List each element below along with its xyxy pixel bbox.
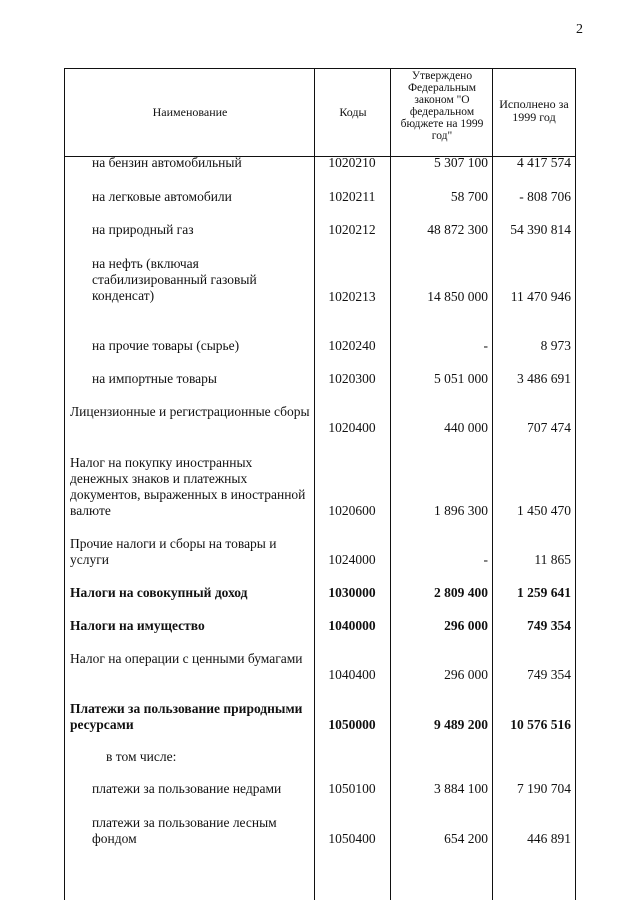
row-code: 1020240 <box>328 338 376 353</box>
row-approved: 5 307 100 <box>434 155 488 170</box>
row-code: 1040000 <box>328 618 376 633</box>
row-name: Налог на операции с ценными бумагами <box>70 651 303 666</box>
row-executed: 1 259 641 <box>517 585 571 600</box>
row-approved: 2 809 400 <box>434 585 488 600</box>
row-approved: 9 489 200 <box>434 717 488 732</box>
row-code: 1020210 <box>328 155 376 170</box>
row-approved: 48 872 300 <box>427 222 488 237</box>
row-code: 1030000 <box>328 585 376 600</box>
row-name: на легковые автомобили <box>92 189 232 204</box>
row-name: на импортные товары <box>92 371 217 386</box>
row-executed: 1 450 470 <box>517 503 571 518</box>
row-code: 1024000 <box>328 552 376 567</box>
row-name: на природный газ <box>92 222 194 237</box>
header-approved: Утверждено Федеральным законом "О федеральном бюджете на 1999 год" <box>400 70 484 142</box>
row-executed: 11 470 946 <box>510 289 571 304</box>
row-code: 1050100 <box>328 781 376 796</box>
row-executed: 446 891 <box>527 831 571 846</box>
row-code: 1020213 <box>328 289 376 304</box>
row-code: 1050400 <box>328 831 376 846</box>
row-name: на бензин автомобильный <box>92 155 242 170</box>
row-approved: 654 200 <box>444 831 488 846</box>
row-name: Лицензионные и регистрационные сборы <box>70 404 310 419</box>
row-approved: 296 000 <box>444 618 488 633</box>
row-code: 1020212 <box>328 222 376 237</box>
row-approved: - <box>483 552 488 567</box>
row-executed: 749 354 <box>527 667 571 682</box>
row-approved: - <box>483 338 488 353</box>
row-code: 1020400 <box>328 420 376 435</box>
row-executed: 749 354 <box>527 618 571 633</box>
row-executed: 4 417 574 <box>517 155 571 170</box>
header-codes: Коды <box>339 105 367 119</box>
row-executed: 10 576 516 <box>510 717 571 732</box>
row-executed: 54 390 814 <box>510 222 571 237</box>
row-name: Налоги на совокупный доход <box>70 585 248 600</box>
row-approved: 440 000 <box>444 420 488 435</box>
row-name: Налог на покупку иностранных денежных знаков и платежных документов, выраженных в иностранной валюте <box>70 455 306 518</box>
page-number: 2 <box>576 22 583 37</box>
row-code: 1020300 <box>328 371 376 386</box>
row-executed: - 808 706 <box>519 189 571 204</box>
row-executed: 8 973 <box>540 338 571 353</box>
row-name: платежи за пользование недрами <box>92 781 282 796</box>
header-name: Наименование <box>152 105 228 119</box>
row-approved: 296 000 <box>444 667 488 682</box>
row-name: Платежи за пользование природными ресурсами <box>70 701 303 732</box>
row-name: платежи за пользование лесным фондом <box>92 815 277 846</box>
row-name: Прочие налоги и сборы на товары и услуги <box>70 536 277 567</box>
row-approved: 1 896 300 <box>434 503 488 518</box>
row-name: Налоги на имущество <box>70 618 205 633</box>
row-code: 1020211 <box>328 189 376 204</box>
row-approved: 58 700 <box>450 189 488 204</box>
row-name: на прочие товары (сырье) <box>92 338 240 353</box>
row-name: на нефть (включая стабилизированный газовый конденсат) <box>92 256 257 303</box>
row-approved: 5 051 000 <box>434 371 488 386</box>
row-executed: 11 865 <box>534 552 571 567</box>
row-code: 1040400 <box>328 667 376 682</box>
row-approved: 14 850 000 <box>427 289 488 304</box>
row-executed: 707 474 <box>527 420 571 435</box>
row-executed: 3 486 691 <box>517 371 571 386</box>
row-name: в том числе: <box>106 749 177 764</box>
row-code: 1020600 <box>328 503 376 518</box>
row-executed: 7 190 704 <box>517 781 571 796</box>
row-approved: 3 884 100 <box>434 781 488 796</box>
row-code: 1050000 <box>328 717 376 732</box>
header-executed: Исполнено за 1999 год <box>499 97 569 124</box>
